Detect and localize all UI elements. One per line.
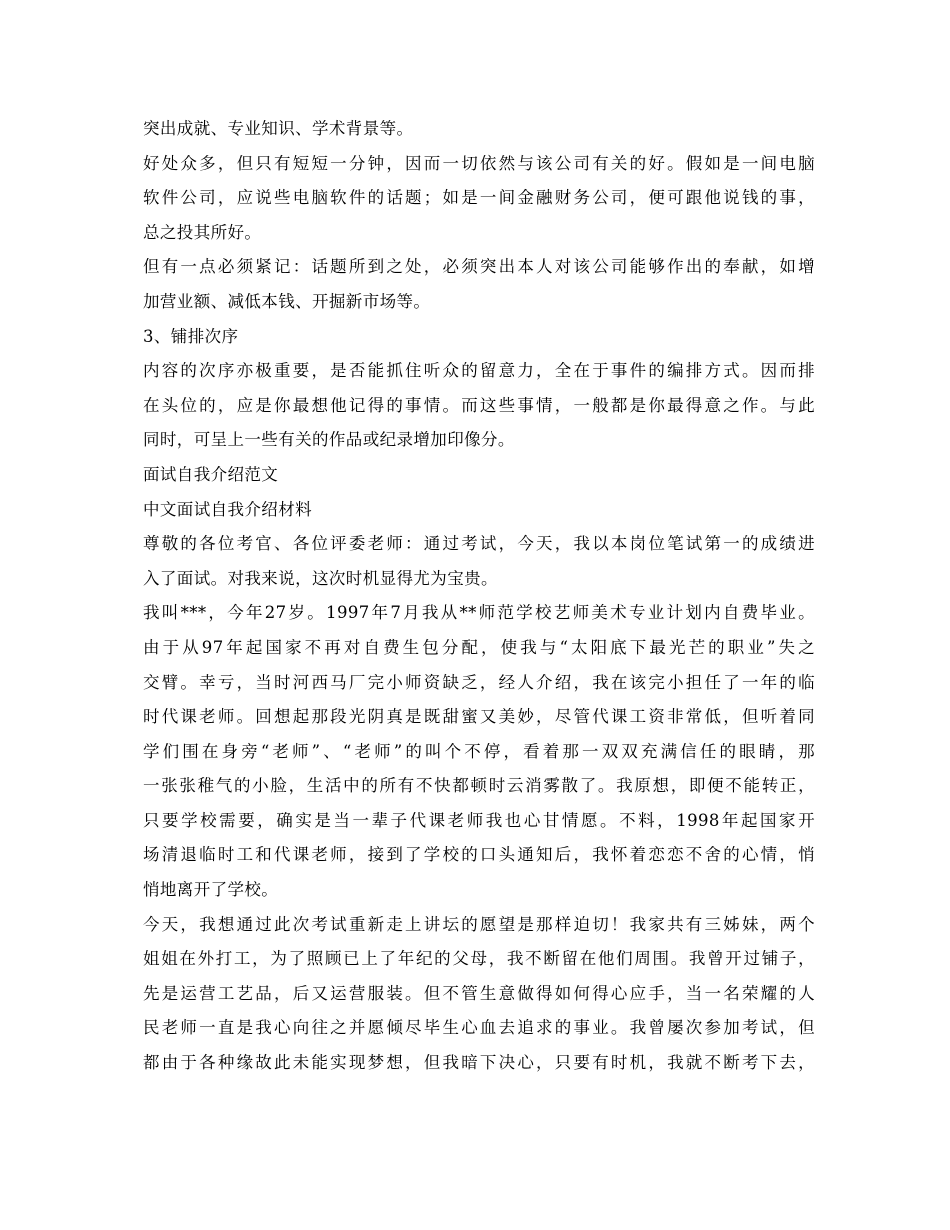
text-line: 民老师一直是我心向往之并愿倾尽毕生心血去追求的事业。我曾屡次参加考试，但: [143, 1018, 815, 1038]
text-line: 我叫***，今年27岁。1997年7月我从**师范学校艺师美术专业计划内自费毕业。: [143, 603, 815, 623]
text-line: 由于从97年起国家不再对自费生包分配，使我与“太阳底下最光芒的职业”失之: [143, 637, 815, 657]
text-line: 学们围在身旁“老师”、“老师”的叫个不停，看着那一双双充满信任的眼睛，那: [143, 741, 815, 761]
document-body: [143, 112, 815, 1081]
text-line: 姐姐在外打工，为了照顾已上了年纪的父母，我不断留在他们周围。我曾开过铺子，: [143, 949, 815, 969]
text-line: 好处众多，但只有短短一分钟，因而一切依然与该公司有关的好。假如是一间电脑: [143, 153, 815, 173]
text-line: 一张张稚气的小脸，生活中的所有不快都顿时云消雾散了。我原想，即便不能转正，: [143, 776, 815, 796]
text-line: 面试自我介绍范文: [143, 464, 279, 484]
text-line: 场清退临时工和代课老师，接到了学校的口头通知后，我怀着恋恋不舍的心情，悄: [143, 845, 815, 865]
text-line: 先是运营工艺品，后又运营服装。但不管生意做得如何得心应手，当一名荣耀的人: [143, 983, 815, 1003]
text-line: 都由于各种缘故此未能实现梦想，但我暗下决心，只要有时机，我就不断考下去，: [143, 1053, 815, 1073]
text-line: 悄地离开了学校。: [143, 880, 279, 900]
text-line: 交臂。幸亏，当时河西马厂完小师资缺乏，经人介绍，我在该完小担任了一年的临: [143, 672, 815, 692]
text-line: 中文面试自我介绍材料: [143, 499, 312, 519]
text-line: 突出成就、专业知识、学术背景等。: [143, 119, 414, 138]
text-line: 总之投其所好。: [143, 222, 262, 242]
text-line: 只要学校需要，确实是当一辈子代课老师我也心甘情愿。不料，1998年起国家开: [143, 810, 815, 830]
text-line: 时代课老师。回想起那段光阴真是既甜蜜又美妙，尽管代课工资非常低，但听着同: [143, 707, 815, 727]
text-line: 加营业额、减低本钱、开掘新市场等。: [143, 291, 431, 311]
text-line: 在头位的，应是你最想他记得的事情。而这些事情，一般都是你最得意之作。与此: [143, 395, 815, 415]
text-line: 同时，可呈上一些有关的作品或纪录增加印像分。: [143, 430, 515, 450]
text-line: 3、铺排次序: [143, 326, 239, 346]
text-line: 尊敬的各位考官、各位评委老师：通过考试，今天，我以本岗位笔试第一的成绩进: [143, 534, 815, 554]
text-line: 软件公司，应说些电脑软件的话题；如是一间金融财务公司，便可跟他说钱的事，: [143, 188, 815, 208]
text-line: 入了面试。对我来说，这次时机显得尤为宝贵。: [143, 568, 498, 588]
text-line: 但有一点必须紧记：话题所到之处，必须突出本人对该公司能够作出的奉献，如增: [143, 257, 815, 277]
text-line: 今天，我想通过此次考试重新走上讲坛的愿望是那样迫切！我家共有三姊妹，两个: [143, 914, 815, 934]
text-line: 内容的次序亦极重要，是否能抓住听众的留意力，全在于事件的编排方式。因而排: [143, 361, 815, 381]
